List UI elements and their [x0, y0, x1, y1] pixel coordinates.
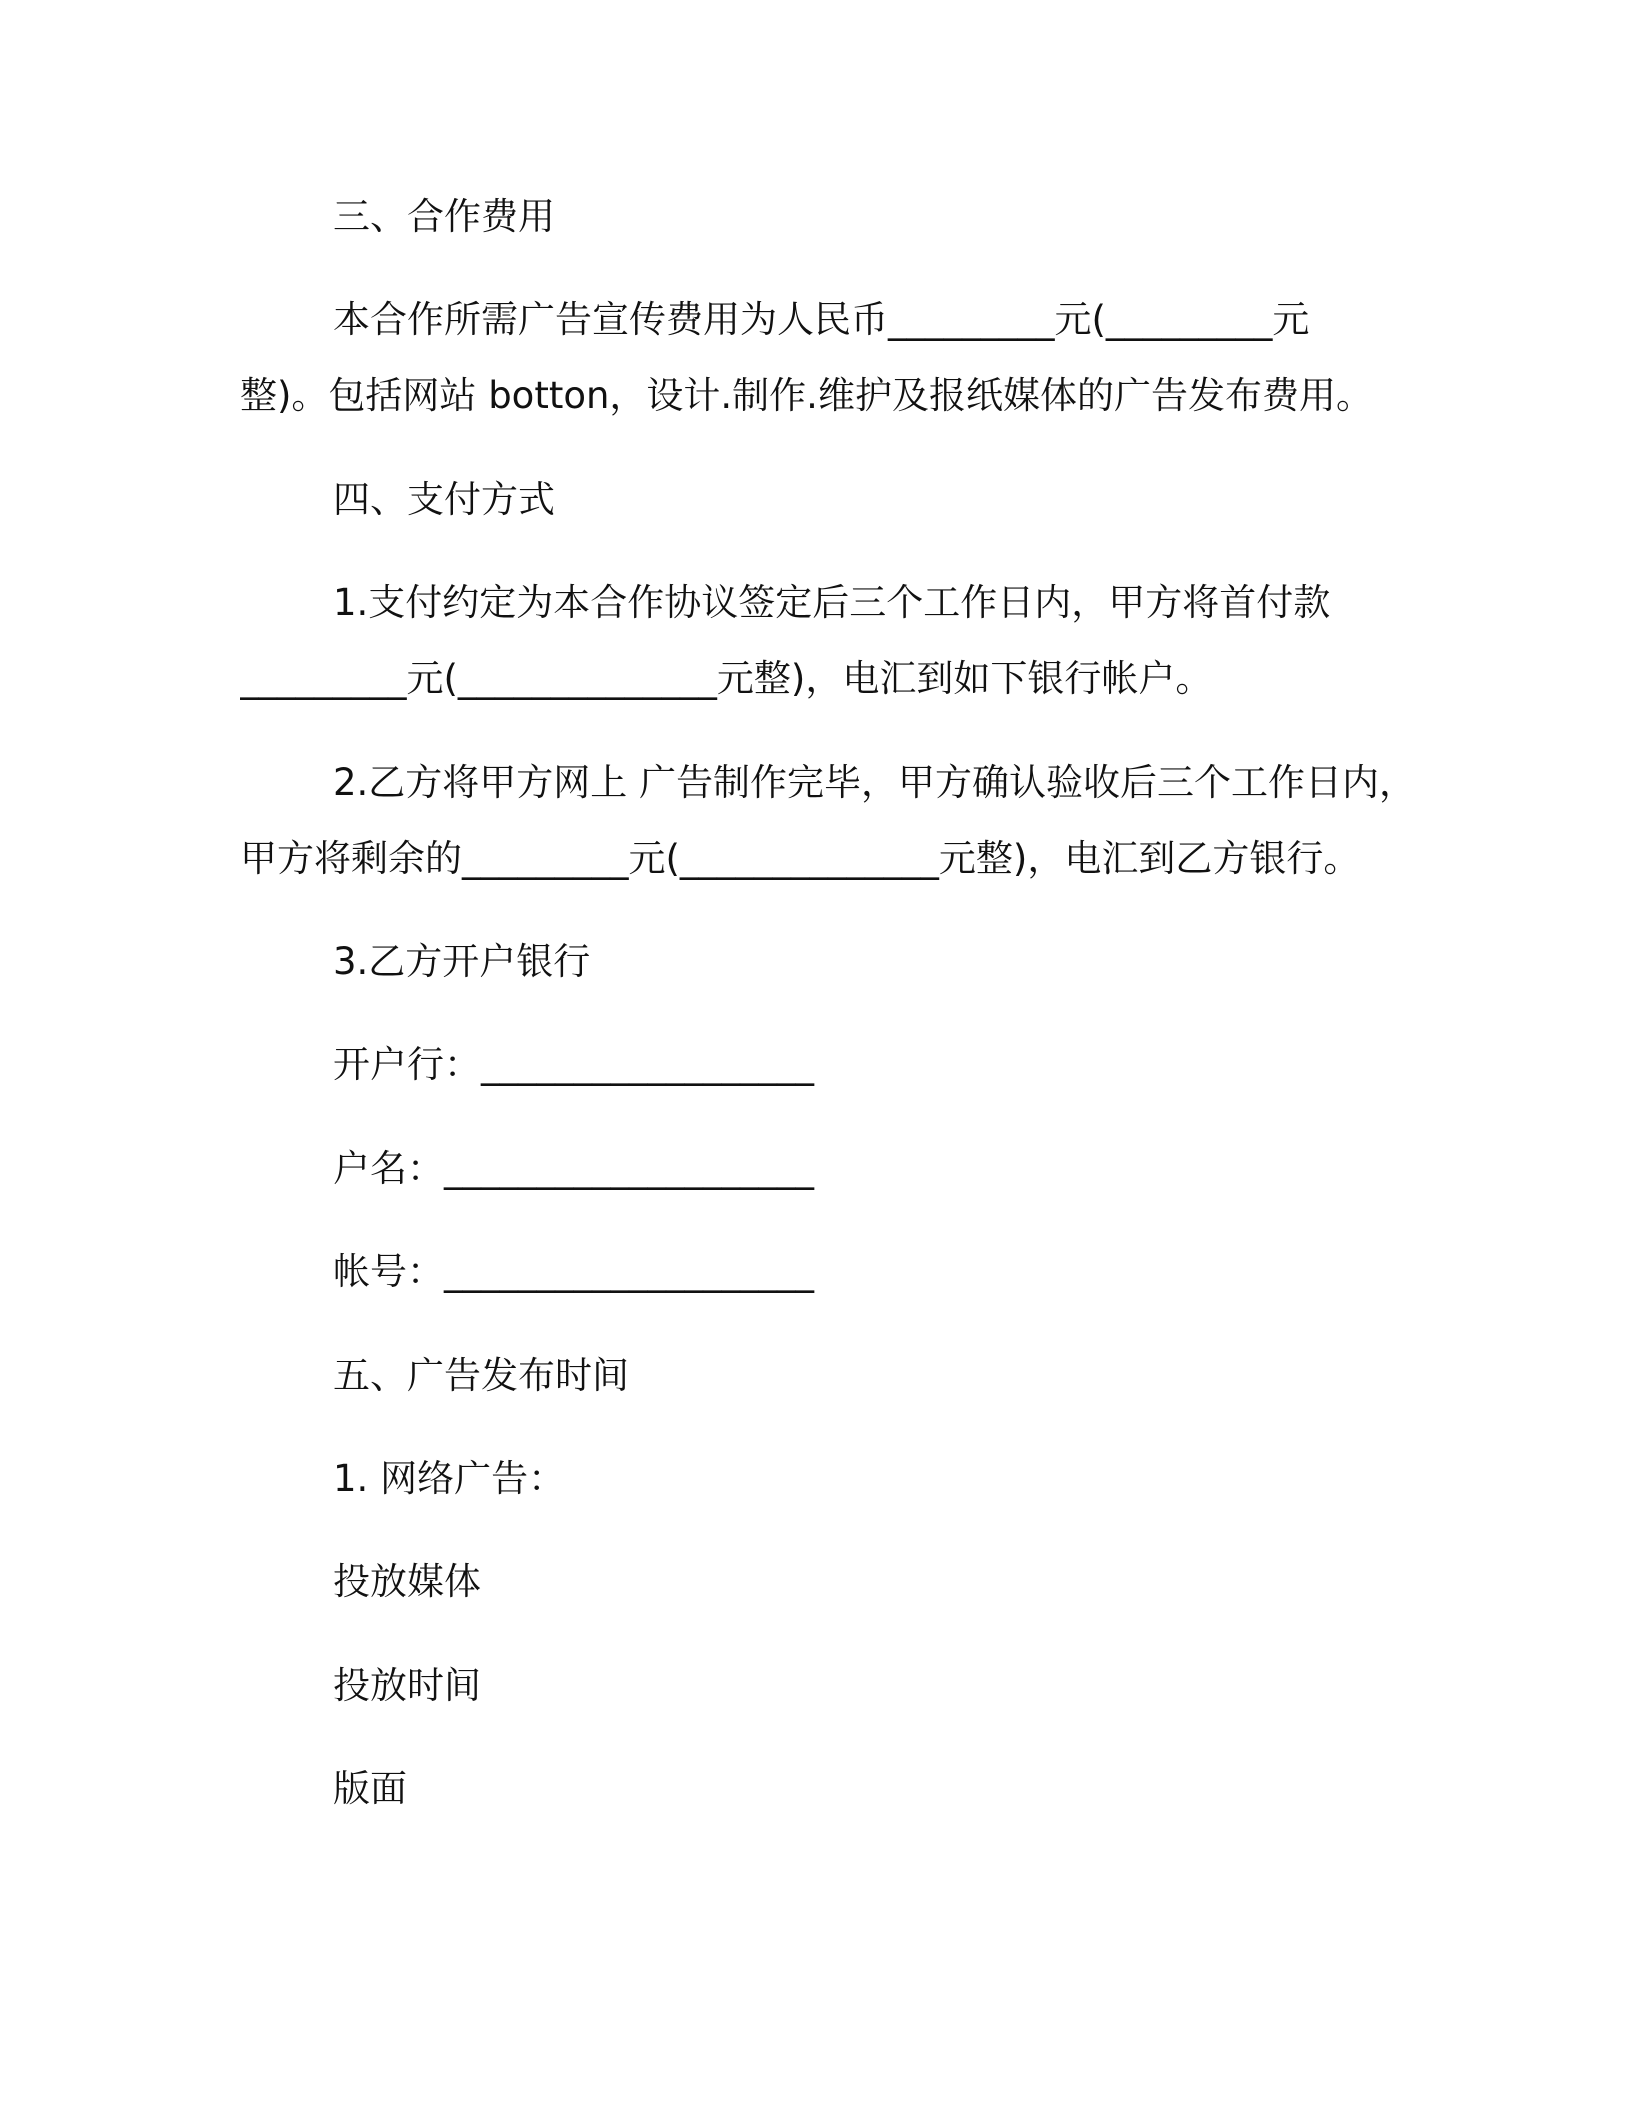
paragraph-down-payment [240, 565, 1432, 717]
field-account-number [240, 1234, 1432, 1310]
paragraph-line: 3.乙方开户银行 [333, 939, 591, 983]
paragraph-line: 整)。包括网站 botton，设计.制作.维护及报纸媒体的广告发布费用。 [240, 374, 1373, 418]
field-line-bank-branch: 开户行：__________________ [333, 1043, 814, 1087]
paragraph-balance-payment [240, 745, 1432, 897]
heading-text: 四、支付方式 [333, 477, 555, 521]
paragraph-line: _________元(______________元整)，电汇到如下银行帐户。 [240, 657, 1213, 701]
paragraph-line: 本合作所需广告宣传费用为人民币_________元(_________元 [333, 298, 1310, 342]
paragraph-line: 1.支付约定为本合作协议签定后三个工作日内，甲方将首付款 [333, 581, 1331, 625]
heading-text: 三、合作费用 [333, 195, 555, 238]
paragraph-schedule [240, 1648, 1432, 1724]
section-heading-publish-time [240, 1338, 1432, 1414]
paragraph-line: 版面 [333, 1767, 407, 1811]
paragraph-media [240, 1544, 1432, 1620]
paragraph-line: 投放媒体 [333, 1560, 481, 1604]
field-line-account-number: 帐号：____________________ [333, 1250, 814, 1294]
section-heading-fee [240, 179, 1432, 255]
section-heading-payment [240, 462, 1432, 538]
paragraph-line: 2.乙方将甲方网上 广告制作完毕，甲方确认验收后三个工作日内， [333, 760, 1417, 804]
heading-text: 五、广告发布时间 [333, 1353, 629, 1397]
field-bank-branch [240, 1027, 1432, 1103]
paragraph-bank-title [240, 924, 1432, 1000]
paragraph-layout [240, 1751, 1432, 1827]
paragraph-line: 甲方将剩余的_________元(______________元整)，电汇到乙方银行。 [240, 836, 1361, 880]
paragraph-line: 投放时间 [333, 1663, 481, 1707]
paragraph-fee-amount [240, 282, 1432, 434]
paragraph-line: 1. 网络广告： [333, 1456, 566, 1500]
field-line-account-name: 户名：____________________ [333, 1146, 814, 1190]
field-account-name [240, 1131, 1432, 1207]
paragraph-online-ads [240, 1441, 1432, 1517]
